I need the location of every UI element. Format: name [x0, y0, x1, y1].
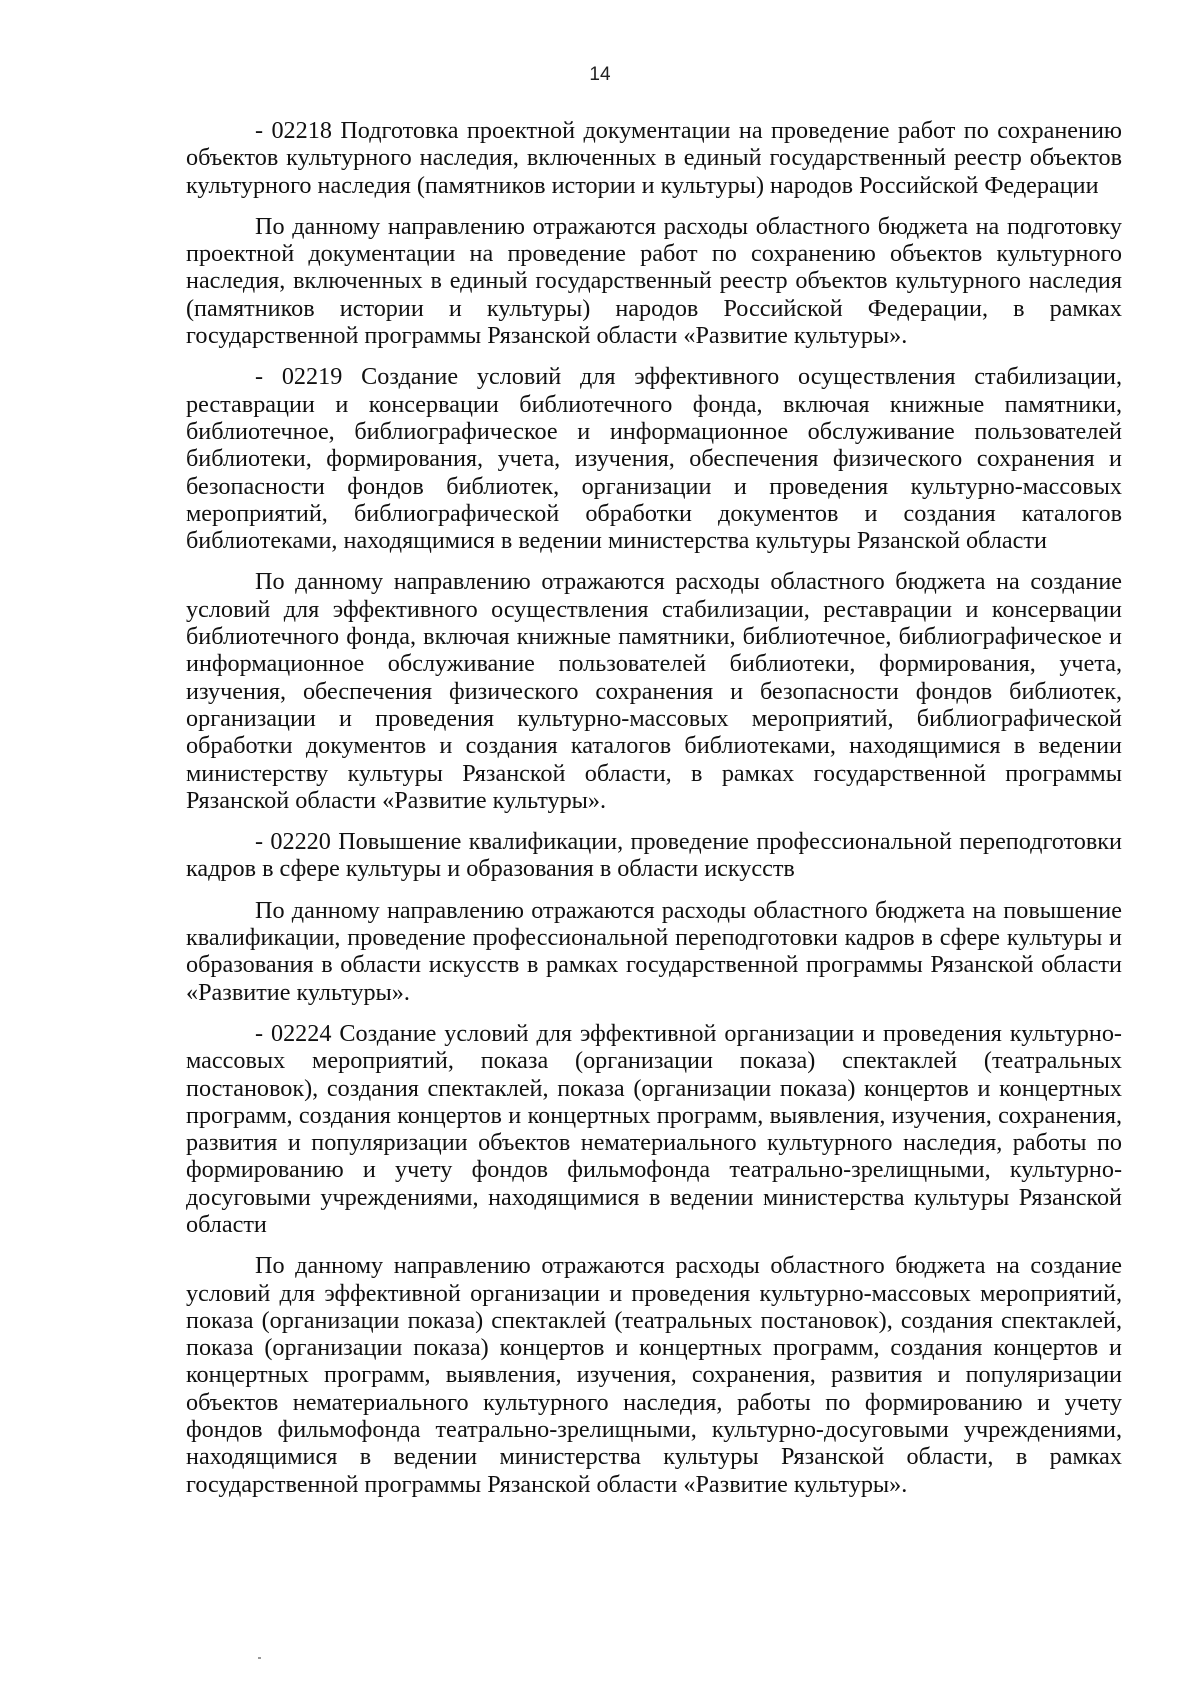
item-02224-heading: - 02224 Создание условий для эффективной организации и проведения культурно-массовых мероприятий, показа (организации показа) спектаклей (театральных постановок), создания спектаклей, показа (организации показа) концертов и концертных программ, создания концертов и концертных программ, выявления, изучения, сохранения, развития и популяризации объектов нематериального культурного наследия, работы по формированию и учету фондов фильмофонда театрально-зрелищными, культурно-досуговыми учреждениями, находящимися в ведении министерства культуры Рязанской области	[186, 1019, 1122, 1238]
document-body	[186, 117, 1122, 1498]
item-02219-description: По данному направлению отражаются расходы областного бюджета на создание условий для эффективного осуществления стабилизации, реставрации и консервации библиотечного фонда, включая книжные памятники, библиотечное, библиографическое и информационное обслуживание пользователей библиотеки, формирования, учета, изучения, обеспечения физического сохранения и безопасности фондов библиотек, организации и проведения культурно-массовых мероприятий, библиографической обработки документов и создания каталогов библиотеками, находящимися в ведении министерству культуры Рязанской области, в рамках государственной программы Рязанской области «Развитие культуры».	[186, 568, 1122, 814]
page-number: 14	[589, 64, 611, 85]
item-02219-heading: - 02219 Создание условий для эффективного осуществления стабилизации, реставрации и консервации библиотечного фонда, включая книжные памятники, библиотечное, библиографическое и информационное обслуживание пользователей библиотеки, формирования, учета, изучения, обеспечения физического сохранения и безопасности фондов библиотек, организации и проведения культурно-массовых мероприятий, библиографической обработки документов и создания каталогов библиотеками, находящимися в ведении министерства культуры Рязанской области	[186, 363, 1122, 555]
scan-speck	[258, 1657, 261, 1659]
item-02224-description: По данному направлению отражаются расходы областного бюджета на создание условий для эффективной организации и проведения культурно-массовых мероприятий, показа (организации показа) спектаклей (театральных постановок), создания спектаклей, показа (организации показа) концертов и концертных программ, создания концертов и концертных программ, выявления, изучения, сохранения, развития и популяризации объектов нематериального культурного наследия, работы по формированию и учету фондов фильмофонда театрально-зрелищными, культурно-досуговыми учреждениями, находящимися в ведении министерства культуры Рязанской области, в рамках государственной программы Рязанской области «Развитие культуры».	[186, 1252, 1122, 1498]
item-02218-heading: - 02218 Подготовка проектной документации на проведение работ по сохранению объектов культурного наследия, включенных в единый государственный реестр объектов культурного наследия (памятников истории и культуры) народов Российской Федерации	[186, 117, 1122, 199]
item-02218-description: По данному направлению отражаются расходы областного бюджета на подготовку проектной документации на проведение работ по сохранению объектов культурного наследия, включенных в единый государственный реестр объектов культурного наследия (памятников истории и культуры) народов Российской Федерации, в рамках государственной программы Рязанской области «Развитие культуры».	[186, 212, 1122, 350]
item-02220-description: По данному направлению отражаются расходы областного бюджета на повышение квалификации, проведение профессиональной переподготовки кадров в сфере культуры и образования в области искусств в рамках государственной программы Рязанской области «Развитие культуры».	[186, 896, 1122, 1006]
item-02220-heading: - 02220 Повышение квалификации, проведение профессиональной переподготовки кадров в сфере культуры и образования в области искусств	[186, 828, 1122, 883]
